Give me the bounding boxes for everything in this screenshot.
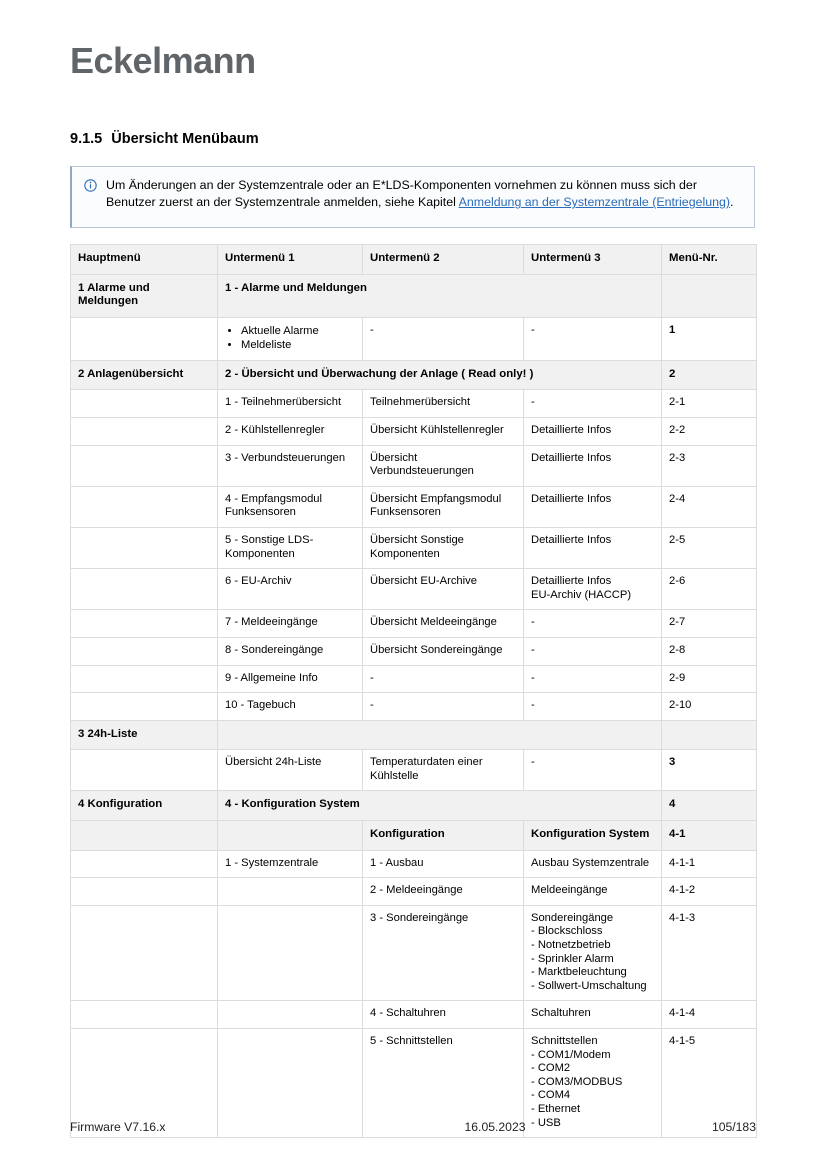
cell-untermenue-1: 3 - Verbundsteuerungen — [218, 445, 363, 486]
list-item: • Meldeliste — [241, 338, 355, 353]
cell-hauptmenue: 1 Alarme und Meldungen — [71, 274, 218, 317]
table-row — [71, 878, 757, 906]
cell-untermenue-1 — [218, 1001, 363, 1029]
cell-untermenue-1: 9 - Allgemeine Info — [218, 665, 363, 693]
cell-hauptmenue: 3 24h-Liste — [71, 720, 218, 750]
cell-untermenue-3: Schnittstellen - COM1/Modem - COM2 - COM3/MODBUS - COM4 - Ethernet - USB — [524, 1029, 662, 1138]
table-row — [71, 317, 757, 360]
cell-untermenue-1 — [218, 821, 363, 851]
cell-untermenue-3: Konfiguration System — [524, 821, 662, 851]
cell-untermenue-1: 6 - EU-Archiv — [218, 569, 363, 610]
list-item: • Aktuelle Alarme — [241, 324, 355, 339]
cell-hauptmenue — [71, 527, 218, 568]
cell-untermenue-1 — [218, 317, 363, 360]
cell-hauptmenue — [71, 610, 218, 638]
footer-page-number: 105/183 — [711, 1120, 756, 1134]
cell-menue-nr: 2-5 — [662, 527, 757, 568]
cell-untermenue-1: 10 - Tagebuch — [218, 693, 363, 721]
cell-untermenue-2: 5 - Schnittstellen — [363, 1029, 524, 1138]
cell-menue-nr: 4-1-4 — [662, 1001, 757, 1029]
cell-menue-nr: 2-4 — [662, 486, 757, 527]
cell-untermenue-2: Teilnehmerübersicht — [363, 390, 524, 418]
cell-section-span: 2 - Übersicht und Überwachung der Anlage ( Read only! ) — [218, 360, 662, 390]
cell-untermenue-2: Übersicht Sondereingänge — [363, 637, 524, 665]
table-header-row — [71, 245, 757, 275]
cell-hauptmenue: 4 Konfiguration — [71, 791, 218, 821]
cell-untermenue-3: - — [524, 693, 662, 721]
column-header-menue-nr: Menü-Nr. — [662, 245, 757, 275]
cell-untermenue-3: Detaillierte Infos — [524, 417, 662, 445]
cell-menue-nr: 2-10 — [662, 693, 757, 721]
cell-untermenue-3: - — [524, 390, 662, 418]
note-chapter-link[interactable]: Anmeldung an der Systemzentrale (Entriegelung) — [458, 195, 731, 210]
cell-untermenue-1: 1 - Teilnehmerübersicht — [218, 390, 363, 418]
footer-firmware: Firmware V7.16.x — [70, 1120, 166, 1134]
cell-hauptmenue — [71, 486, 218, 527]
cell-untermenue-3: Schaltuhren — [524, 1001, 662, 1029]
table-row — [71, 360, 757, 390]
table-row — [71, 445, 757, 486]
table-row — [71, 486, 757, 527]
cell-hauptmenue — [71, 569, 218, 610]
table-row — [71, 569, 757, 610]
cell-menue-nr: 4-1-5 — [662, 1029, 757, 1138]
cell-untermenue-3: Detaillierte Infos — [524, 445, 662, 486]
table-row — [71, 390, 757, 418]
cell-untermenue-1 — [218, 878, 363, 906]
cell-menue-nr: 4 — [662, 791, 757, 821]
table-body — [71, 245, 757, 1138]
cell-untermenue-2: Übersicht Kühlstellenregler — [363, 417, 524, 445]
note-text-part2: . — [730, 195, 734, 210]
page-title — [70, 131, 259, 147]
table-row — [71, 720, 757, 750]
heading-number: 9.1.5 — [70, 131, 103, 147]
cell-untermenue-1: Übersicht 24h-Liste — [218, 750, 363, 791]
cell-untermenue-1: 8 - Sondereingänge — [218, 637, 363, 665]
cell-hauptmenue: 2 Anlagenübersicht — [71, 360, 218, 390]
cell-untermenue-1 — [218, 905, 363, 1001]
table-row — [71, 905, 757, 1001]
column-header-untermenue-3: Untermenü 3 — [524, 245, 662, 275]
table-row — [71, 274, 757, 317]
cell-untermenue-2: 3 - Sondereingänge — [363, 905, 524, 1001]
cell-untermenue-2: - — [363, 693, 524, 721]
cell-untermenue-2: Temperaturdaten einer Kühlstelle — [363, 750, 524, 791]
table-row — [71, 791, 757, 821]
cell-hauptmenue — [71, 905, 218, 1001]
cell-untermenue-3: - — [524, 637, 662, 665]
cell-untermenue-3: Meldeeingänge — [524, 878, 662, 906]
cell-menue-nr: 2-2 — [662, 417, 757, 445]
cell-hauptmenue — [71, 417, 218, 445]
cell-untermenue-3: - — [524, 610, 662, 638]
column-header-hauptmenue: Hauptmenü — [71, 245, 218, 275]
cell-hauptmenue — [71, 878, 218, 906]
cell-untermenue-2: Übersicht Empfangsmodul Funksensoren — [363, 486, 524, 527]
cell-untermenue-1: 2 - Kühlstellenregler — [218, 417, 363, 445]
cell-untermenue-2: Übersicht EU-Archive — [363, 569, 524, 610]
table-row — [71, 665, 757, 693]
cell-menue-nr: 4-1-1 — [662, 850, 757, 878]
cell-menue-nr: 2-6 — [662, 569, 757, 610]
table-row — [71, 850, 757, 878]
cell-untermenue-3: - — [524, 317, 662, 360]
cell-untermenue-3: Detaillierte Infos — [524, 486, 662, 527]
table-row — [71, 693, 757, 721]
info-note-box — [70, 166, 755, 228]
cell-hauptmenue — [71, 821, 218, 851]
cell-untermenue-1: 4 - Empfangsmodul Funksensoren — [218, 486, 363, 527]
note-text-part1: Um Änderungen an der Systemzentrale oder an E*LDS-Komponenten vornehmen zu können muss sich der Benutzer zuerst an der Systemzentrale anmelden, siehe Kapitel — [106, 178, 697, 210]
cell-hauptmenue — [71, 390, 218, 418]
company-logo: Eckelmann — [70, 40, 256, 81]
cell-untermenue-2: Übersicht Verbundsteuerungen — [363, 445, 524, 486]
cell-menue-nr: 3 — [662, 750, 757, 791]
menu-tree-table — [70, 244, 757, 1138]
cell-untermenue-3: - — [524, 665, 662, 693]
cell-menue-nr: 4-1-3 — [662, 905, 757, 1001]
cell-untermenue-2: - — [363, 317, 524, 360]
cell-untermenue-2: 1 - Ausbau — [363, 850, 524, 878]
cell-menue-nr: 2-8 — [662, 637, 757, 665]
cell-untermenue-2: 4 - Schaltuhren — [363, 1001, 524, 1029]
cell-untermenue-1: 5 - Sonstige LDS-Komponenten — [218, 527, 363, 568]
heading-text: Übersicht Menübaum — [111, 131, 259, 147]
cell-untermenue-2: Konfiguration — [363, 821, 524, 851]
column-header-untermenue-2: Untermenü 2 — [363, 245, 524, 275]
table-row — [71, 417, 757, 445]
cell-untermenue-2: - — [363, 665, 524, 693]
cell-hauptmenue — [71, 317, 218, 360]
table-row — [71, 527, 757, 568]
cell-untermenue-3: Detaillierte Infos EU-Archiv (HACCP) — [524, 569, 662, 610]
cell-menue-nr: 2-7 — [662, 610, 757, 638]
info-circle-icon — [84, 179, 97, 192]
footer-date: 16.05.2023 — [464, 1120, 526, 1134]
cell-section-span — [218, 720, 662, 750]
table-row — [71, 610, 757, 638]
cell-untermenue-2: Übersicht Sonstige Komponenten — [363, 527, 524, 568]
cell-untermenue-3: Detaillierte Infos — [524, 527, 662, 568]
cell-hauptmenue — [71, 850, 218, 878]
cell-hauptmenue — [71, 665, 218, 693]
cell-section-span: 4 - Konfiguration System — [218, 791, 662, 821]
cell-hauptmenue — [71, 693, 218, 721]
table-row — [71, 750, 757, 791]
cell-menue-nr: 4-1-2 — [662, 878, 757, 906]
column-header-untermenue-1: Untermenü 1 — [218, 245, 363, 275]
cell-untermenue-2: Übersicht Meldeeingänge — [363, 610, 524, 638]
cell-untermenue-3: - — [524, 750, 662, 791]
cell-untermenue-1: 1 - Systemzentrale — [218, 850, 363, 878]
table-row — [71, 637, 757, 665]
cell-menue-nr: 2-3 — [662, 445, 757, 486]
cell-hauptmenue — [71, 1001, 218, 1029]
cell-hauptmenue — [71, 637, 218, 665]
cell-menue-nr: 4-1 — [662, 821, 757, 851]
cell-untermenue-2: 2 - Meldeeingänge — [363, 878, 524, 906]
info-icon-wrap — [84, 177, 106, 192]
table-row — [71, 1001, 757, 1029]
cell-menue-nr — [662, 274, 757, 317]
cell-untermenue-3: Ausbau Systemzentrale — [524, 850, 662, 878]
cell-hauptmenue — [71, 750, 218, 791]
cell-menue-nr: 2-9 — [662, 665, 757, 693]
cell-menue-nr — [662, 720, 757, 750]
cell-menue-nr: 1 — [662, 317, 757, 360]
cell-menue-nr: 2 — [662, 360, 757, 390]
cell-untermenue-3: Sondereingänge - Blockschloss - Notnetzbetrieb - Sprinkler Alarm - Marktbeleuchtung - Sollwert-Umschaltung — [524, 905, 662, 1001]
info-note-text — [106, 177, 742, 212]
cell-hauptmenue — [71, 445, 218, 486]
cell-untermenue-1: 7 - Meldeeingänge — [218, 610, 363, 638]
page-footer — [70, 1120, 756, 1134]
cell-section-span: 1 - Alarme und Meldungen — [218, 274, 662, 317]
table-row — [71, 821, 757, 851]
bullet-list — [225, 324, 355, 353]
cell-menue-nr: 2-1 — [662, 390, 757, 418]
